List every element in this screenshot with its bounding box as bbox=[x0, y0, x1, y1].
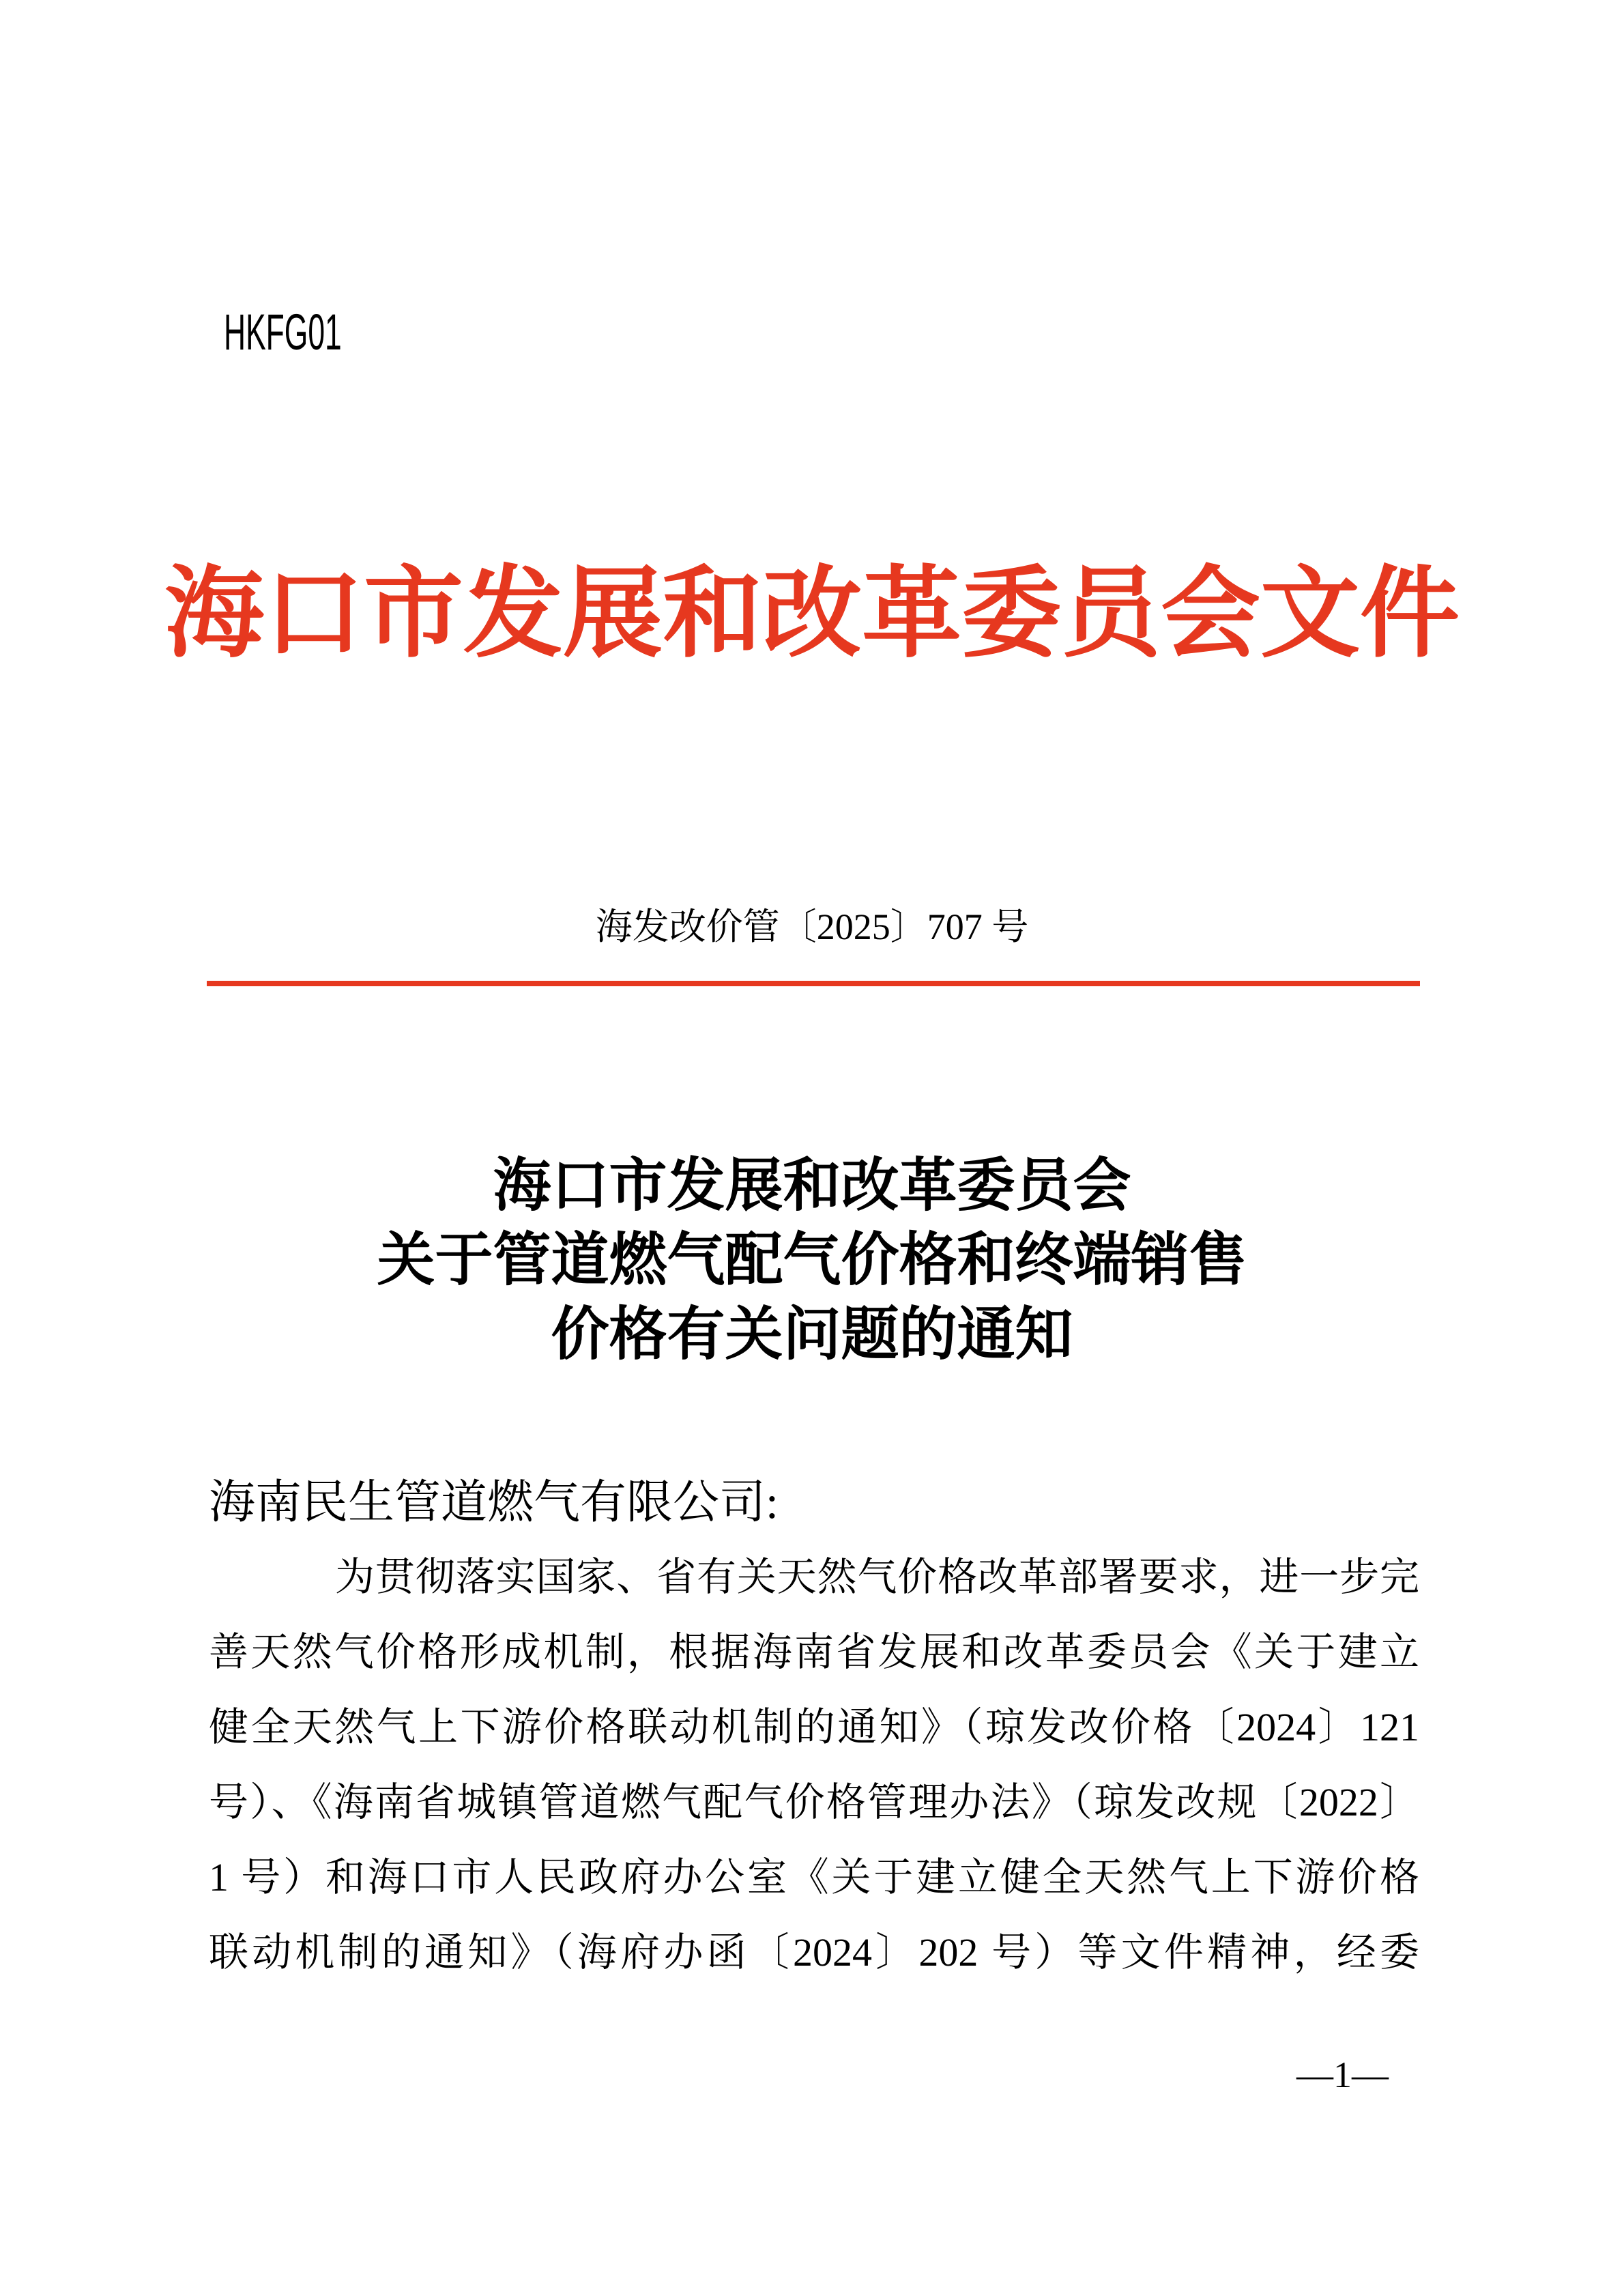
page-number: —1— bbox=[1296, 2054, 1389, 2095]
notice-title bbox=[0, 1149, 1624, 1373]
issuing-authority-banner: 海口市发展和改革委员会文件 bbox=[164, 559, 1460, 670]
salutation: 海南民生管道燃气有限公司: bbox=[209, 1476, 779, 1528]
body-line: 1 号）和海口市人民政府办公室《关于建立健全天然气上下游价格 bbox=[209, 1855, 1419, 1899]
notice-title-line-3: 价格有关问题的通知 bbox=[551, 1303, 1073, 1367]
body-line: 善天然气价格形成机制，根据海南省发展和改革委员会《关于建立 bbox=[209, 1630, 1419, 1674]
notice-title-line-1: 海口市发展和改革委员会 bbox=[493, 1154, 1131, 1218]
doc-number: 海发改价管〔2025〕707 号 bbox=[595, 906, 1029, 947]
body-line: 号）、《海南省城镇管道燃气配气价格管理办法》（琼发改规〔2022〕 bbox=[209, 1780, 1419, 1824]
notice-body bbox=[209, 1465, 1419, 1990]
body-line: 健全天然气上下游价格联动机制的通知》（琼发改价格〔2024〕121 bbox=[209, 1705, 1419, 1749]
red-divider-rule bbox=[207, 981, 1420, 986]
doc-code: HKFG01 bbox=[224, 304, 342, 360]
notice-title-line-2: 关于管道燃气配气价格和终端销售 bbox=[377, 1229, 1247, 1293]
body-line: 为贯彻落实国家、省有关天然气价格改革部署要求，进一步完 bbox=[335, 1555, 1419, 1599]
body-line: 联动机制的通知》（海府办函〔2024〕202 号）等文件精神，经委 bbox=[209, 1930, 1419, 1975]
